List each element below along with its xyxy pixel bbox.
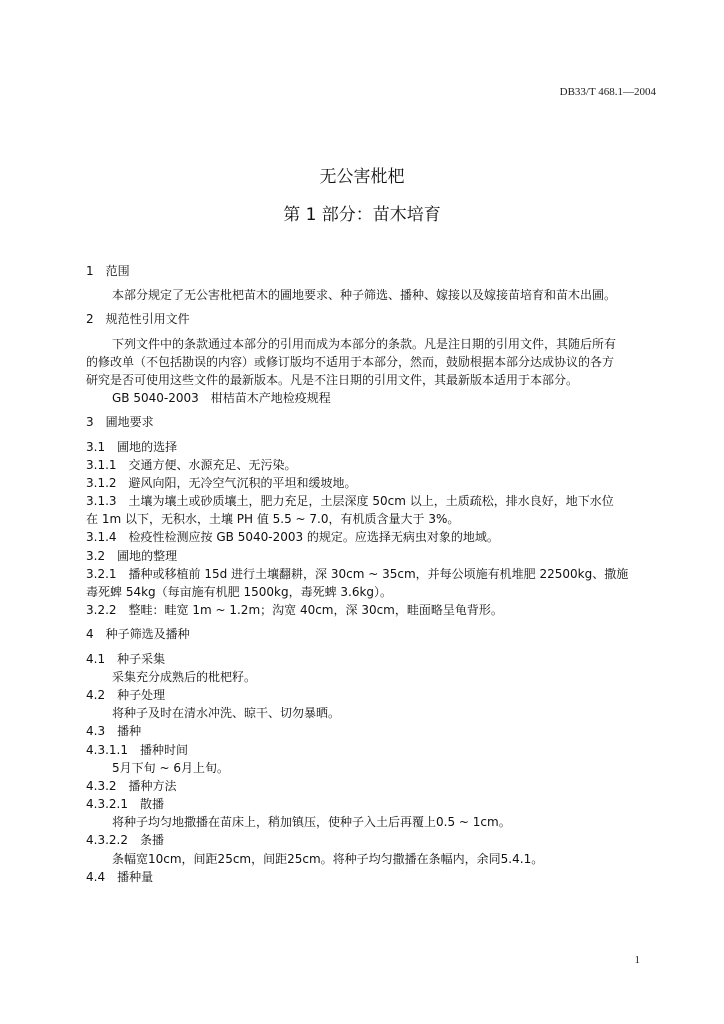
document-subtitle: 第 1 部分：苗木培育 bbox=[283, 205, 441, 225]
paragraph-line: 的修改单（不包括勘误的内容）或修订版均不适用于本部分，然而，鼓励根据本部分达成协议的各方 bbox=[86, 354, 615, 369]
clause-heading: 4.3.2.1 散播 bbox=[86, 797, 164, 812]
paragraph-line: 下列文件中的条款通过本部分的引用而成为本部分的条款。凡是注日期的引用文件，其随后所有 bbox=[112, 336, 617, 351]
clause: 3.1.2 避风向阳，无冷空气沉积的平坦和缓坡地。 bbox=[86, 475, 357, 490]
clause-text: 5月下旬 ~ 6月上旬。 bbox=[112, 760, 229, 775]
section-heading-scope: 1 范围 bbox=[86, 264, 130, 278]
clause: 3.2.1 播种或移植前 15d 进行土壤翻耕，深 30cm ~ 35cm，并每公顷施有机堆肥 22500kg、撒施 bbox=[86, 566, 629, 581]
clause: 3.1.1 交通方便、水源充足、无污染。 bbox=[86, 457, 297, 472]
clause: 3.1.3 土壤为壤土或砂质壤土，肥力充足，土层深度 50cm 以上，土质疏松，排水良好，地下水位 bbox=[86, 494, 614, 509]
clause-heading: 4.3 播种 bbox=[86, 724, 142, 739]
clause-heading: 3.1 圃地的选择 bbox=[86, 439, 178, 454]
clause-text: 条幅宽10cm，间距25cm，间距25cm。将种子均匀撒播在条幅内，余同5.4.1。 bbox=[112, 851, 544, 866]
clause-continuation: 在 1m 以下，无积水，土壤 PH 值 5.5 ~ 7.0，有机质含量大于 3%。 bbox=[86, 512, 460, 527]
standard-code: DB33/T 468.1—2004 bbox=[559, 86, 656, 98]
document-body bbox=[86, 262, 656, 886]
clause-heading: 4.3.2.2 条播 bbox=[86, 833, 164, 848]
clause-heading: 3.2 圃地的整理 bbox=[86, 548, 178, 563]
document-title: 无公害枇杷 bbox=[319, 167, 405, 187]
page-number: 1 bbox=[634, 954, 640, 966]
clause-heading: 4.2 种子处理 bbox=[86, 687, 166, 702]
reference-item: GB 5040-2003 柑桔苗木产地检疫规程 bbox=[112, 391, 331, 406]
clause-text: 将种子及时在清水冲洗、晾干、切勿暴晒。 bbox=[112, 706, 341, 721]
clause-text: 采集充分成熟后的枇杷籽。 bbox=[112, 669, 257, 684]
section-heading-references: 2 规范性引用文件 bbox=[86, 312, 190, 327]
clause-continuation: 毒死蜱 54kg（每亩施有机肥 1500kg，毒死蜱 3.6kg）。 bbox=[86, 585, 393, 599]
clause-heading: 4.4 播种量 bbox=[86, 869, 154, 884]
clause-heading: 4.1 种子采集 bbox=[86, 651, 166, 666]
clause: 3.1.4 检疫性检测应按 GB 5040-2003 的规定。应选择无病虫对象的地域。 bbox=[86, 530, 499, 545]
paragraph: 本部分规定了无公害枇杷苗木的圃地要求、种子筛选、播种、嫁接以及嫁接苗培育和苗木出圃。 bbox=[112, 288, 617, 303]
clause-heading: 4.3.2 播种方法 bbox=[86, 778, 177, 793]
paragraph-line: 研究是否可使用这些文件的最新版本。凡是不注日期的引用文件，其最新版本适用于本部分。 bbox=[86, 372, 579, 387]
section-heading-nursery: 3 圃地要求 bbox=[86, 415, 154, 430]
section-heading-seeds: 4 种子筛选及播种 bbox=[86, 627, 190, 642]
clause-text: 将种子均匀地撒播在苗床上，稍加镇压，使种子入土后再覆上0.5 ~ 1cm。 bbox=[112, 815, 511, 830]
clause: 3.2.2 整畦：畦宽 1m ~ 1.2m；沟宽 40cm，深 30cm，畦面略呈龟背形。 bbox=[86, 603, 503, 618]
clause-heading: 4.3.1.1 播种时间 bbox=[86, 742, 188, 757]
